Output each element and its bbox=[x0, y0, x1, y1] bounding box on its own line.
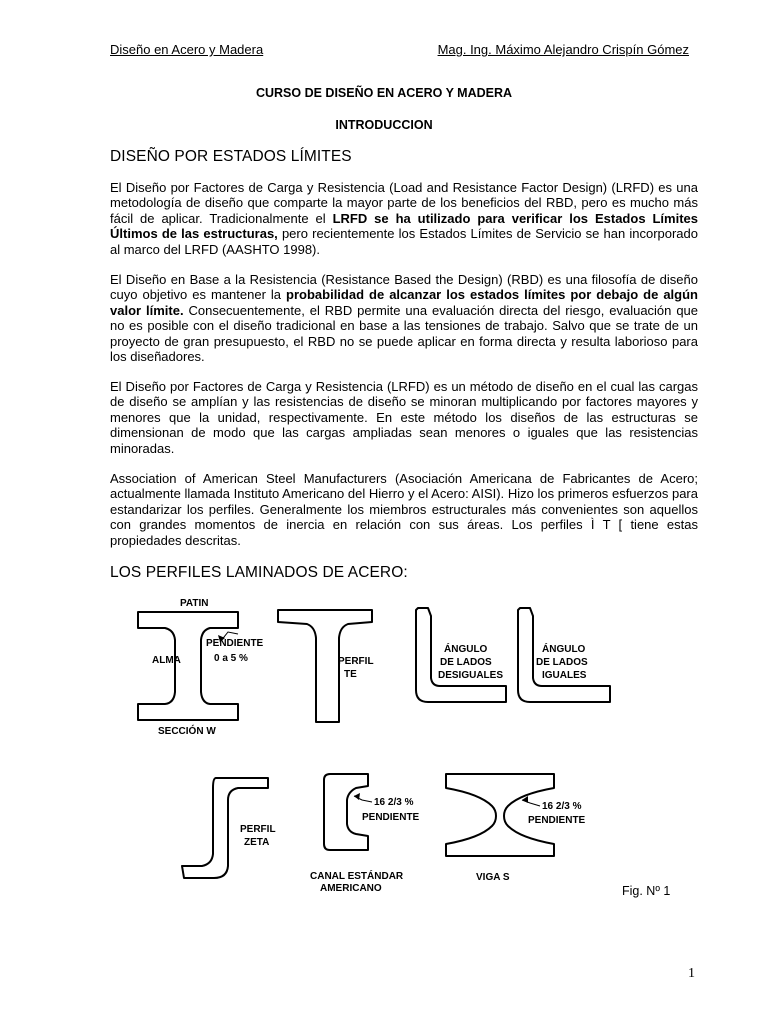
label-s-beam-slope: 16 2/3 % bbox=[542, 801, 582, 812]
paragraph-rbd bbox=[110, 272, 698, 364]
steel-profiles-drawing bbox=[110, 588, 698, 908]
unequal-angle-shape bbox=[416, 608, 506, 702]
label-angulo-desiguales-2: DE LADOS bbox=[440, 657, 492, 668]
w-section-shape bbox=[138, 612, 238, 720]
label-seccion-w: SECCIÓN W bbox=[158, 726, 216, 737]
equal-angle-shape bbox=[518, 608, 610, 702]
channel-slope-arrowhead bbox=[354, 793, 360, 800]
document-title: CURSO DE DISEÑO EN ACERO Y MADERA bbox=[255, 86, 513, 100]
steel-profiles-figure bbox=[110, 588, 698, 908]
label-angulo-desiguales-1: ÁNGULO bbox=[444, 644, 488, 655]
header-left: Diseño en Acero y Madera bbox=[110, 42, 264, 57]
label-angulo-desiguales-3: DESIGUALES bbox=[438, 670, 504, 681]
label-canal-2: AMERICANO bbox=[320, 883, 382, 894]
paragraph-lrfd-part-a: El Diseño por Factores de Carga y Resistencia (Load and Resistance Factor Design) (LRFD) es una metodología de diseño que comparte la mayor parte de los beneficios del RBD, pero es mucho más fácil de aplicar. Tradicionalmente el bbox=[110, 180, 698, 226]
label-canal-1: CANAL ESTÁNDAR bbox=[310, 871, 404, 882]
figure-caption: Fig. Nº 1 bbox=[622, 884, 671, 898]
label-angulo-iguales-3: IGUALES bbox=[542, 670, 587, 681]
label-perfil-zeta-1: PERFIL bbox=[240, 824, 276, 835]
label-patin: PATIN bbox=[180, 598, 209, 609]
paragraph-lrfd-bold: LRFD se ha utilizado para verificar los Estados Límites Últimos de las estructuras, bbox=[110, 210, 698, 242]
label-channel-pendiente: PENDIENTE bbox=[362, 812, 420, 823]
label-alma: ALMA bbox=[152, 655, 181, 666]
label-channel-slope: 16 2/3 % bbox=[374, 797, 414, 808]
label-pendiente: PENDIENTE bbox=[206, 638, 264, 649]
paragraph-rbd-bold: probabilidad de alcanzar los estados límites por debajo de algún valor límite. bbox=[110, 287, 698, 318]
paragraph-rbd-part-a: El Diseño en Base a la Resistencia (Resistance Based the Design) (RBD) es una filosofía de diseño cuyo objetivo es mantener la bbox=[110, 272, 698, 303]
paragraph-lrfd bbox=[110, 180, 698, 257]
section-heading-perfiles: LOS PERFILES LAMINADOS DE ACERO: bbox=[110, 564, 408, 581]
label-perfil-te-1: PERFIL bbox=[338, 656, 374, 667]
document-subtitle: INTRODUCCION bbox=[335, 118, 433, 132]
label-perfil-te-2: TE bbox=[344, 669, 357, 680]
label-s-beam-pendiente: PENDIENTE bbox=[528, 815, 586, 826]
label-angulo-iguales-2: DE LADOS bbox=[536, 657, 588, 668]
page-number: 1 bbox=[688, 966, 695, 981]
label-viga-s: VIGA S bbox=[476, 872, 510, 883]
label-angulo-iguales-1: ÁNGULO bbox=[542, 644, 586, 655]
paragraph-lrfd-part-c: pero recientemente los Estados Límites de Servicio se han incorporado al marco del LRFD (AASHTO 1998). bbox=[110, 226, 698, 257]
label-pendiente-value: 0 a 5 % bbox=[214, 653, 248, 664]
paragraph-rbd-part-c: Consecuentemente, el RBD permite una evaluación directa del riesgo, evaluación que no es posible con el diseño tradicional en base a las tensiones de trabajo. Salvo que se trate de un proyecto de gran presupuesto, el RBD no se puede aplicar en forma directa y resulta laborioso para los diseñadores. bbox=[110, 302, 699, 365]
header-right: Mag. Ing. Máximo Alejandro Crispín Gómez bbox=[437, 42, 689, 57]
paragraph-lrfd-method: El Diseño por Factores de Carga y Resistencia (LRFD) es un método de diseño en el cual las cargas de diseño se amplían y las resistencias de diseño se minoran multiplicando por factores mayores y menores que la unidad, respectivamente. En este método los diseños de las estructuras se dimensionan de modo que las cargas ampliadas sean menores o iguales que las resistencias minoradas. bbox=[110, 379, 698, 456]
section-heading-estados-limites: DISEÑO POR ESTADOS LÍMITES bbox=[110, 148, 352, 165]
paragraph-aisi: Association of American Steel Manufacturers (Asociación Americana de Fabricantes de Acero; actualmente llamada Instituto Americano del Hierro y el Acero: AISI). Hizo los primeros esfuerzos para estandarizar los perfiles. Generalmente los miembros estructurales más convenientes son aquellos con grandes momentos de inercia en relación con sus áreas. Los perfiles Ì T [ tiene estas propiedades descritas. bbox=[110, 471, 698, 548]
label-perfil-zeta-2: ZETA bbox=[244, 837, 270, 848]
